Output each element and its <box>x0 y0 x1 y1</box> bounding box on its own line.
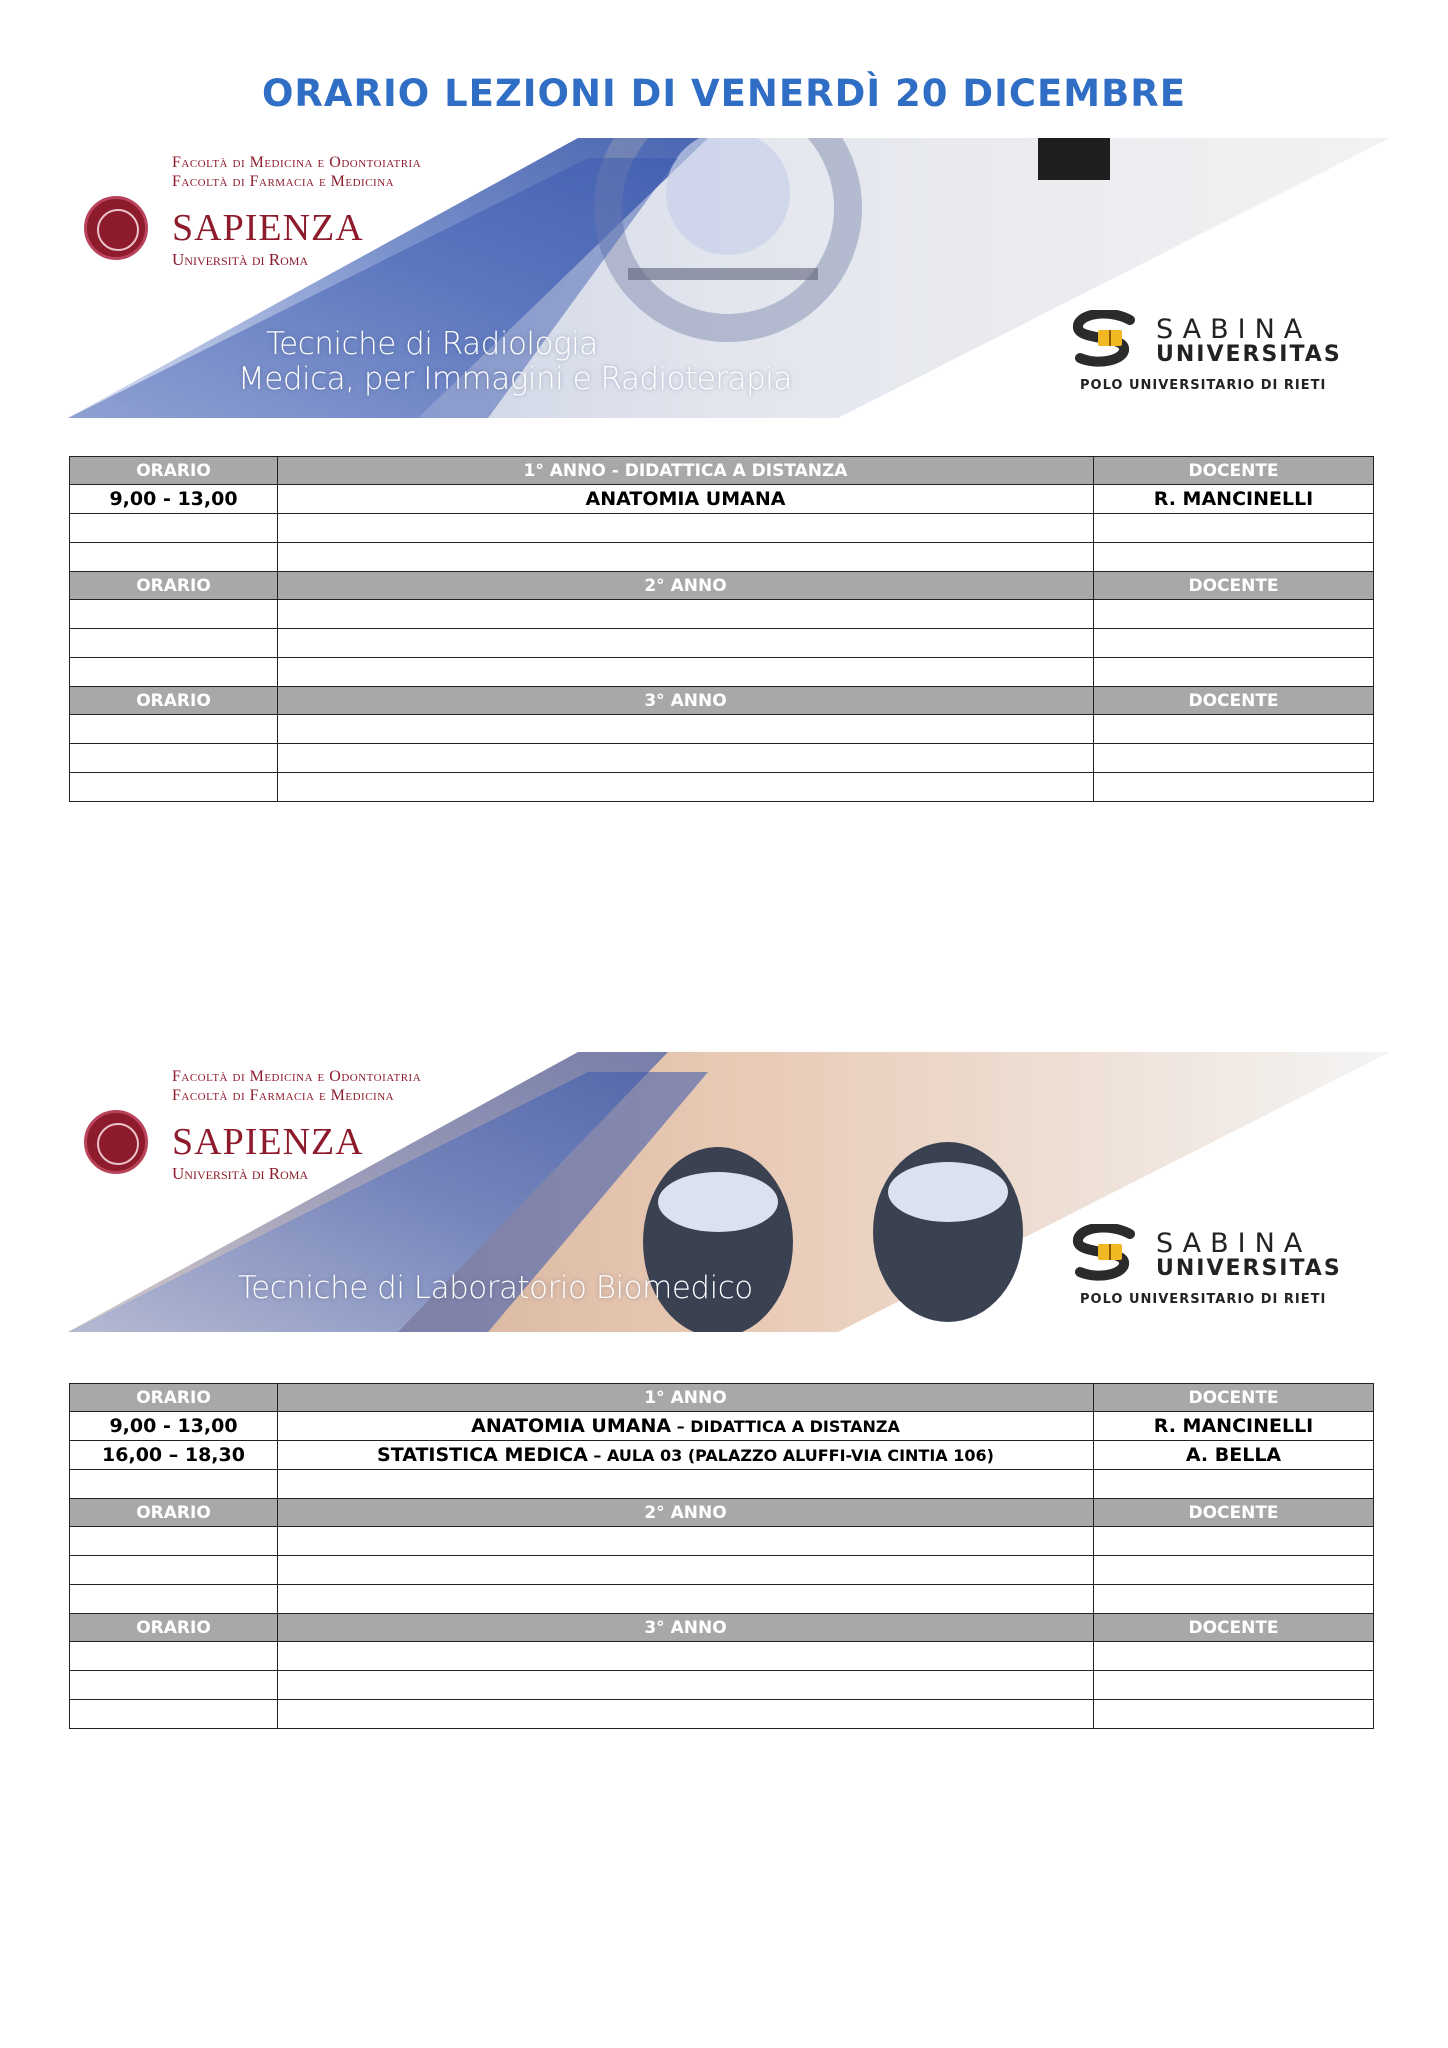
header-orario: ORARIO <box>70 1614 278 1642</box>
cell-time <box>70 773 278 802</box>
cell-time <box>70 658 278 687</box>
cell-teacher <box>1094 600 1374 629</box>
faculty-line-1: Facoltà di Medicina e Odontoiatria <box>172 154 422 171</box>
table-row <box>70 543 1374 572</box>
faculty-line-1: Facoltà di Medicina e Odontoiatria <box>172 1068 422 1085</box>
cell-teacher <box>1094 629 1374 658</box>
subject-name: ANATOMIA UMANA <box>585 488 786 510</box>
table-row <box>70 1527 1374 1556</box>
table-row <box>70 1671 1374 1700</box>
cell-teacher <box>1094 715 1374 744</box>
cell-teacher: R. MANCINELLI <box>1094 485 1374 514</box>
cell-subject <box>278 629 1094 658</box>
header-docente: DOCENTE <box>1094 1614 1374 1642</box>
cell-time <box>70 600 278 629</box>
university-sub: Università di Roma <box>172 250 309 269</box>
cell-time <box>70 543 278 572</box>
cell-time <box>70 629 278 658</box>
cell-subject <box>278 1585 1094 1614</box>
header-orario: ORARIO <box>70 572 278 600</box>
cell-time <box>70 1527 278 1556</box>
table-row <box>70 514 1374 543</box>
cell-subject <box>278 744 1094 773</box>
cell-subject <box>278 1470 1094 1499</box>
table-row <box>70 629 1374 658</box>
cell-teacher <box>1094 1700 1374 1729</box>
subject-detail: – DIDATTICA A DISTANZA <box>671 1417 900 1436</box>
banner-radiologia <box>68 138 1390 418</box>
table-row <box>70 1470 1374 1499</box>
sabina-sub: UNIVERSITAS <box>1156 1256 1342 1281</box>
header-orario: ORARIO <box>70 457 278 485</box>
cell-subject <box>278 1527 1094 1556</box>
table-header-row <box>70 1384 1374 1412</box>
sabina-s-icon <box>1068 310 1152 370</box>
course-title-line-1: Tecniche di Radiologia <box>266 326 598 362</box>
subject-name: STATISTICA MEDICA <box>377 1444 588 1466</box>
schedule-table-radiologia <box>69 456 1374 802</box>
university-name: SAPIENZA <box>172 1121 364 1163</box>
table-row <box>70 715 1374 744</box>
table-row <box>70 658 1374 687</box>
table-row <box>70 1642 1374 1671</box>
course-title-line-2: Medica, per Immagini e Radioterapia <box>238 361 792 397</box>
cell-time <box>70 1671 278 1700</box>
sapienza-seal-icon <box>84 196 148 260</box>
cell-teacher <box>1094 658 1374 687</box>
cell-teacher <box>1094 543 1374 572</box>
cell-subject <box>278 1412 1094 1441</box>
course-title-line-1: Tecniche di Laboratorio Biomedico <box>238 1270 753 1306</box>
cell-time: 9,00 - 13,00 <box>70 1412 278 1441</box>
table-header-row <box>70 1614 1374 1642</box>
cell-teacher: A. BELLA <box>1094 1441 1374 1470</box>
sabina-name: SABINA <box>1156 314 1312 345</box>
header-docente: DOCENTE <box>1094 687 1374 715</box>
header-year: 3° ANNO <box>278 1614 1094 1642</box>
cell-time <box>70 1700 278 1729</box>
cell-teacher <box>1094 1556 1374 1585</box>
cell-subject <box>278 715 1094 744</box>
cell-subject <box>278 600 1094 629</box>
header-orario: ORARIO <box>70 1499 278 1527</box>
header-orario: ORARIO <box>70 1384 278 1412</box>
sabina-name: SABINA <box>1156 1228 1312 1259</box>
table-row <box>70 1556 1374 1585</box>
cell-time <box>70 1470 278 1499</box>
cell-subject <box>278 658 1094 687</box>
header-docente: DOCENTE <box>1094 1384 1374 1412</box>
sabina-polo: POLO UNIVERSITARIO DI RIETI <box>1080 378 1327 393</box>
schedule-table-laboratorio <box>69 1383 1374 1729</box>
cell-subject <box>278 485 1094 514</box>
sabina-logo <box>1068 310 1368 393</box>
table-row <box>70 1700 1374 1729</box>
cell-subject <box>278 773 1094 802</box>
table-header-row <box>70 687 1374 715</box>
sabina-s-icon <box>1068 1224 1152 1284</box>
header-year: 1° ANNO - DIDATTICA A DISTANZA <box>278 457 1094 485</box>
table-row <box>70 744 1374 773</box>
cell-teacher <box>1094 1527 1374 1556</box>
cell-subject <box>278 1700 1094 1729</box>
cell-teacher <box>1094 773 1374 802</box>
table-header-row <box>70 572 1374 600</box>
table-header-row <box>70 457 1374 485</box>
university-sub: Università di Roma <box>172 1164 309 1183</box>
banner-laboratorio <box>68 1052 1390 1332</box>
cell-teacher <box>1094 1470 1374 1499</box>
header-year: 3° ANNO <box>278 687 1094 715</box>
header-docente: DOCENTE <box>1094 572 1374 600</box>
faculty-line-2: Facoltà di Farmacia e Medicina <box>172 173 395 190</box>
cell-time <box>70 715 278 744</box>
cell-teacher <box>1094 1642 1374 1671</box>
cell-teacher: R. MANCINELLI <box>1094 1412 1374 1441</box>
cell-teacher <box>1094 1671 1374 1700</box>
cell-time <box>70 514 278 543</box>
cell-time: 16,00 – 18,30 <box>70 1441 278 1470</box>
cell-time <box>70 1642 278 1671</box>
cell-teacher <box>1094 514 1374 543</box>
cell-subject <box>278 1671 1094 1700</box>
table-row <box>70 1585 1374 1614</box>
header-year: 2° ANNO <box>278 1499 1094 1527</box>
cell-subject <box>278 1556 1094 1585</box>
header-year: 2° ANNO <box>278 572 1094 600</box>
table-row <box>70 773 1374 802</box>
sabina-sub: UNIVERSITAS <box>1156 342 1342 367</box>
subject-detail: – AULA 03 (PALAZZO ALUFFI-VIA CINTIA 106) <box>587 1446 994 1465</box>
cell-time: 9,00 - 13,00 <box>70 485 278 514</box>
sapienza-seal-icon <box>84 1110 148 1174</box>
cell-time <box>70 1585 278 1614</box>
header-docente: DOCENTE <box>1094 1499 1374 1527</box>
university-name: SAPIENZA <box>172 207 364 249</box>
cell-teacher <box>1094 744 1374 773</box>
table-row <box>70 600 1374 629</box>
cell-subject <box>278 1441 1094 1470</box>
cell-teacher <box>1094 1585 1374 1614</box>
cell-time <box>70 744 278 773</box>
faculty-line-2: Facoltà di Farmacia e Medicina <box>172 1087 395 1104</box>
header-year: 1° ANNO <box>278 1384 1094 1412</box>
header-orario: ORARIO <box>70 687 278 715</box>
header-docente: DOCENTE <box>1094 457 1374 485</box>
cell-subject <box>278 514 1094 543</box>
cell-subject <box>278 1642 1094 1671</box>
cell-subject <box>278 543 1094 572</box>
page-title: ORARIO LEZIONI DI VENERDÌ 20 DICEMBRE <box>261 72 1187 115</box>
table-row <box>70 1441 1374 1470</box>
table-row <box>70 485 1374 514</box>
table-row <box>70 1412 1374 1441</box>
cell-time <box>70 1556 278 1585</box>
sabina-polo: POLO UNIVERSITARIO DI RIETI <box>1080 1292 1327 1307</box>
table-header-row <box>70 1499 1374 1527</box>
subject-name: ANATOMIA UMANA <box>471 1415 672 1437</box>
sabina-logo <box>1068 1224 1368 1307</box>
